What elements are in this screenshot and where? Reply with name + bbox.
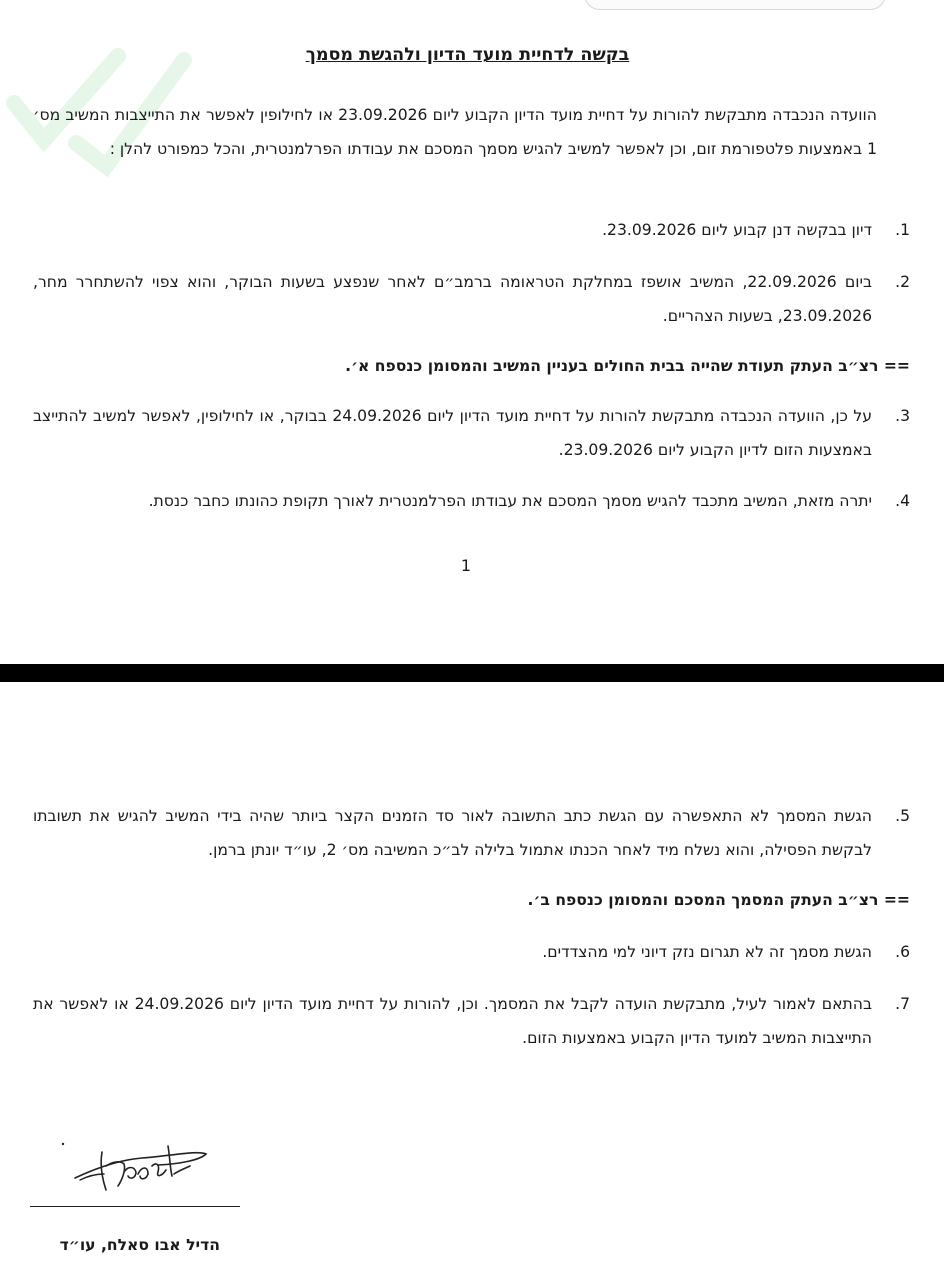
list-item: [33, 484, 910, 518]
signer-name: הדיל אבו סאלח, עו״ד: [59, 1236, 220, 1254]
attachment-note-b: == רצ״ב העתק המסמך המסכם והמסומן כנספח ב׳.: [527, 891, 910, 909]
item-number: 1.: [895, 221, 910, 239]
item-number: 4.: [895, 492, 910, 510]
handwritten-signature: [30, 1130, 245, 1214]
item-number: 7.: [895, 995, 910, 1013]
document-page-2: [0, 682, 944, 1280]
item-text: ביום 22.09.2026, המשיב אושפז במחלקת הטראומה ברמב״ם לאחר שנפצע בשעות הבוקר, והוא צפוי להשתחרר מחר, 23.09.2026, בשעות הצהריים.: [33, 273, 872, 325]
intro-paragraph: הוועדה הנכבדה מתבקשת להורות על דחיית מועד הדיון הקבוע ליום 23.09.2026 או לחילופין לאפשר את התייצבות המשיב מס׳ 1 באמצעות פלטפורמת זום, וכן לאפשר למשיב להגיש מסמך המסכם את עבודתו הפרלמנטרית, והכל כמפורט להלן :: [33, 106, 877, 158]
item-text: בהתאם לאמור לעיל, מתבקשת הועדה לקבל את המסמך. וכן, להורות על דחיית מועד הדיון ליום 24.09.2026 או לאפשר את התייצבות המשיב למועד הדיון הקבוע באמצעות הזום.: [33, 995, 872, 1047]
page-number: 1: [460, 556, 472, 575]
item-number: 2.: [895, 273, 910, 291]
item-text: יתרה מזאת, המשיב מתכבד להגיש מסמך המסכם את עבודתו הפרלמנטרית לאורך תקופת כהונתו כחבר כנסת.: [148, 492, 872, 510]
item-text: דיון בבקשה דנן קבוע ליום 23.09.2026.: [602, 221, 872, 239]
item-text: על כן, הוועדה הנכבדה מתבקשת להורות על דחיית מועד הדיון ליום 24.09.2026 בבוקר, או לחילופין, לאפשר למשיב להתייצב באמצעות הזום לדיון הקבוע ליום 23.09.2026.: [33, 407, 873, 459]
document-title: בקשה לדחיית מועד הדיון ולהגשת מסמך: [305, 45, 630, 65]
item-number: 6.: [895, 943, 910, 961]
item-number: 5.: [895, 807, 910, 825]
item-text: הגשת המסמך לא התאפשרה עם הגשת כתב התשובה לאור סד הזמנים הקצר ביותר שהיה בידי המשיב להגיש את תשובתו לבקשת הפסילה, והוא נשלח מיד לאחר הכנתו אתמול בלילה לב״כ המשיבה מס׳ 2, עו״ד יונתן ברמן.: [33, 807, 872, 859]
list-item: [33, 265, 910, 333]
list-item: [33, 935, 910, 969]
list-item: [33, 399, 910, 467]
item-text: הגשת מסמך זה לא תגרום נזק דיוני למי מהצדדים.: [542, 943, 872, 961]
item-number: 3.: [895, 407, 910, 425]
list-item: [33, 987, 910, 1055]
list-item: [33, 799, 910, 867]
signature-line: [30, 1206, 240, 1207]
page-divider: [0, 664, 944, 682]
list-item: [33, 213, 910, 247]
attachment-note-a: == רצ״ב העתק תעודת שהייה בבית החולים בעניין המשיב והמסומן כנספח א׳.: [345, 357, 910, 375]
